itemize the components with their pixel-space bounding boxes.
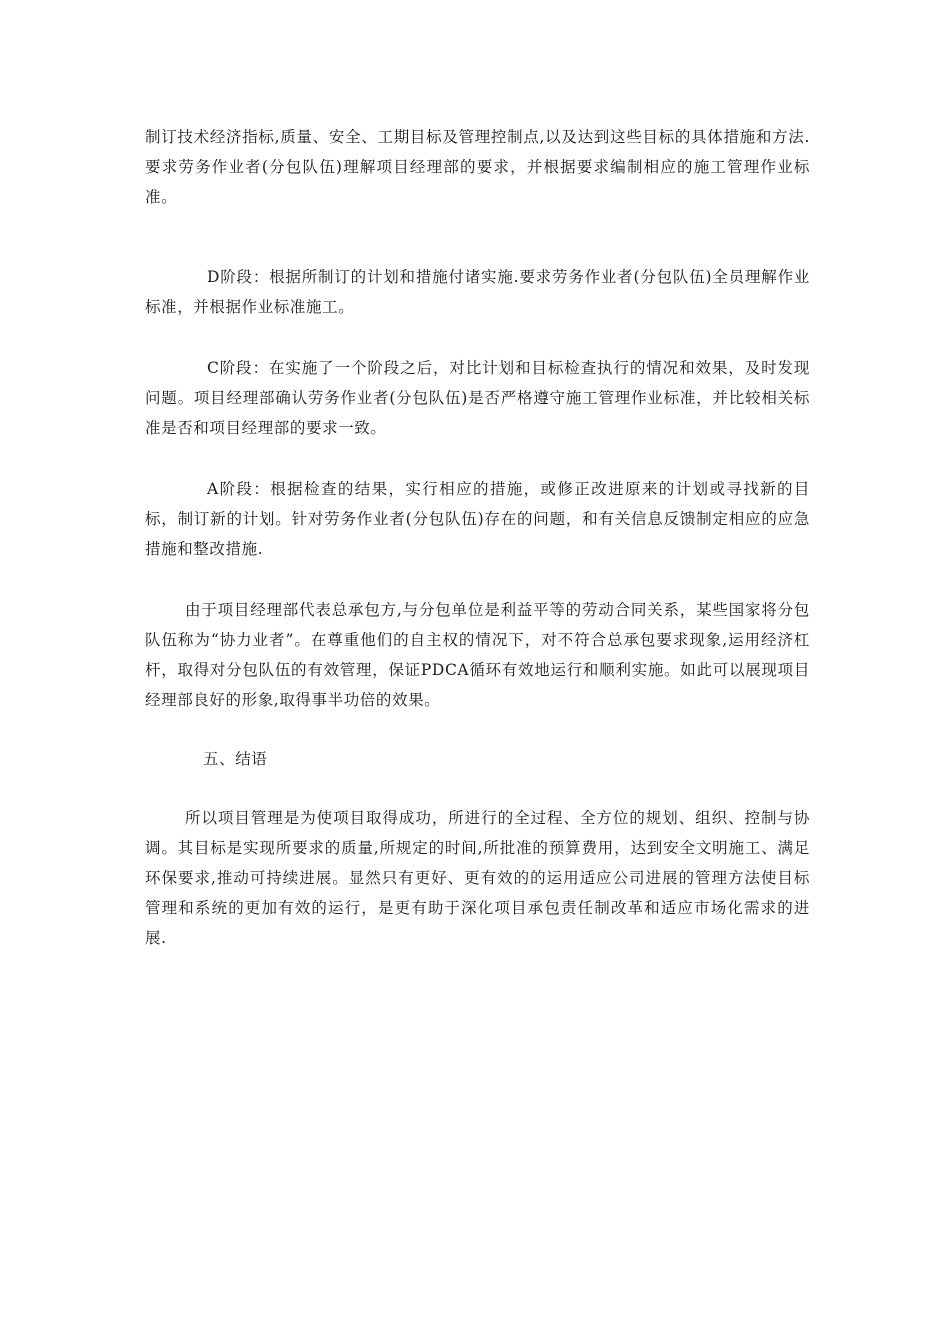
conclusion-paragraph: 所以项目管理是为使项目取得成功，所进行的全过程、全方位的规划、组织、控制与协调。其目标是实现所要求的质量,所规定的时间,所批准的预算费用，达到安全文明施工、满足环保要求,推动可持续进展。显然只有更好、更有效的的运用适应公司进展的管理方法使目标管理和系统的更加有效的运行，是更有助于深化项目承包责任制改革和适应市场化需求的进展. bbox=[145, 809, 810, 947]
c-phase-paragraph: C阶段：在实施了一个阶段之后，对比计划和目标检查执行的情况和效果，及时发现问题。项目经理部确认劳务作业者(分包队伍)是否严格遵守施工管理作业标准，并比较相关标准是否和项目经理部的要求一致。 bbox=[145, 359, 810, 437]
d-phase-paragraph: D阶段：根据所制订的计划和措施付诸实施.要求劳务作业者(分包队伍)全员理解作业标准，并根据作业标准施工。 bbox=[145, 268, 810, 316]
conclusion-heading: 五、结语 bbox=[203, 750, 268, 768]
intro-paragraph: 制订技术经济指标,质量、安全、工期目标及管理控制点,以及达到这些目标的具体措施和方法.要求劳务作业者(分包队伍)理解项目经理部的要求，并根据要求编制相应的施工管理作业标准。 bbox=[145, 128, 810, 206]
a-phase-paragraph: A阶段：根据检查的结果，实行相应的措施，或修正改进原来的计划或寻找新的目标，制订新的计划。针对劳务作业者(分包队伍)存在的问题，和有关信息反馈制定相应的应急措施和整改措施. bbox=[145, 480, 810, 558]
subcontractor-paragraph: 由于项目经理部代表总承包方,与分包单位是利益平等的劳动合同关系，某些国家将分包队伍称为“协力业者”。在尊重他们的自主权的情况下，对不符合总承包要求现象,运用经济杠杆，取得对分包队伍的有效管理，保证PDCA循环有效地运行和顺利实施。如此可以展现项目经理部良好的形象,取得事半功倍的效果。 bbox=[145, 601, 810, 709]
document-page bbox=[145, 122, 810, 982]
